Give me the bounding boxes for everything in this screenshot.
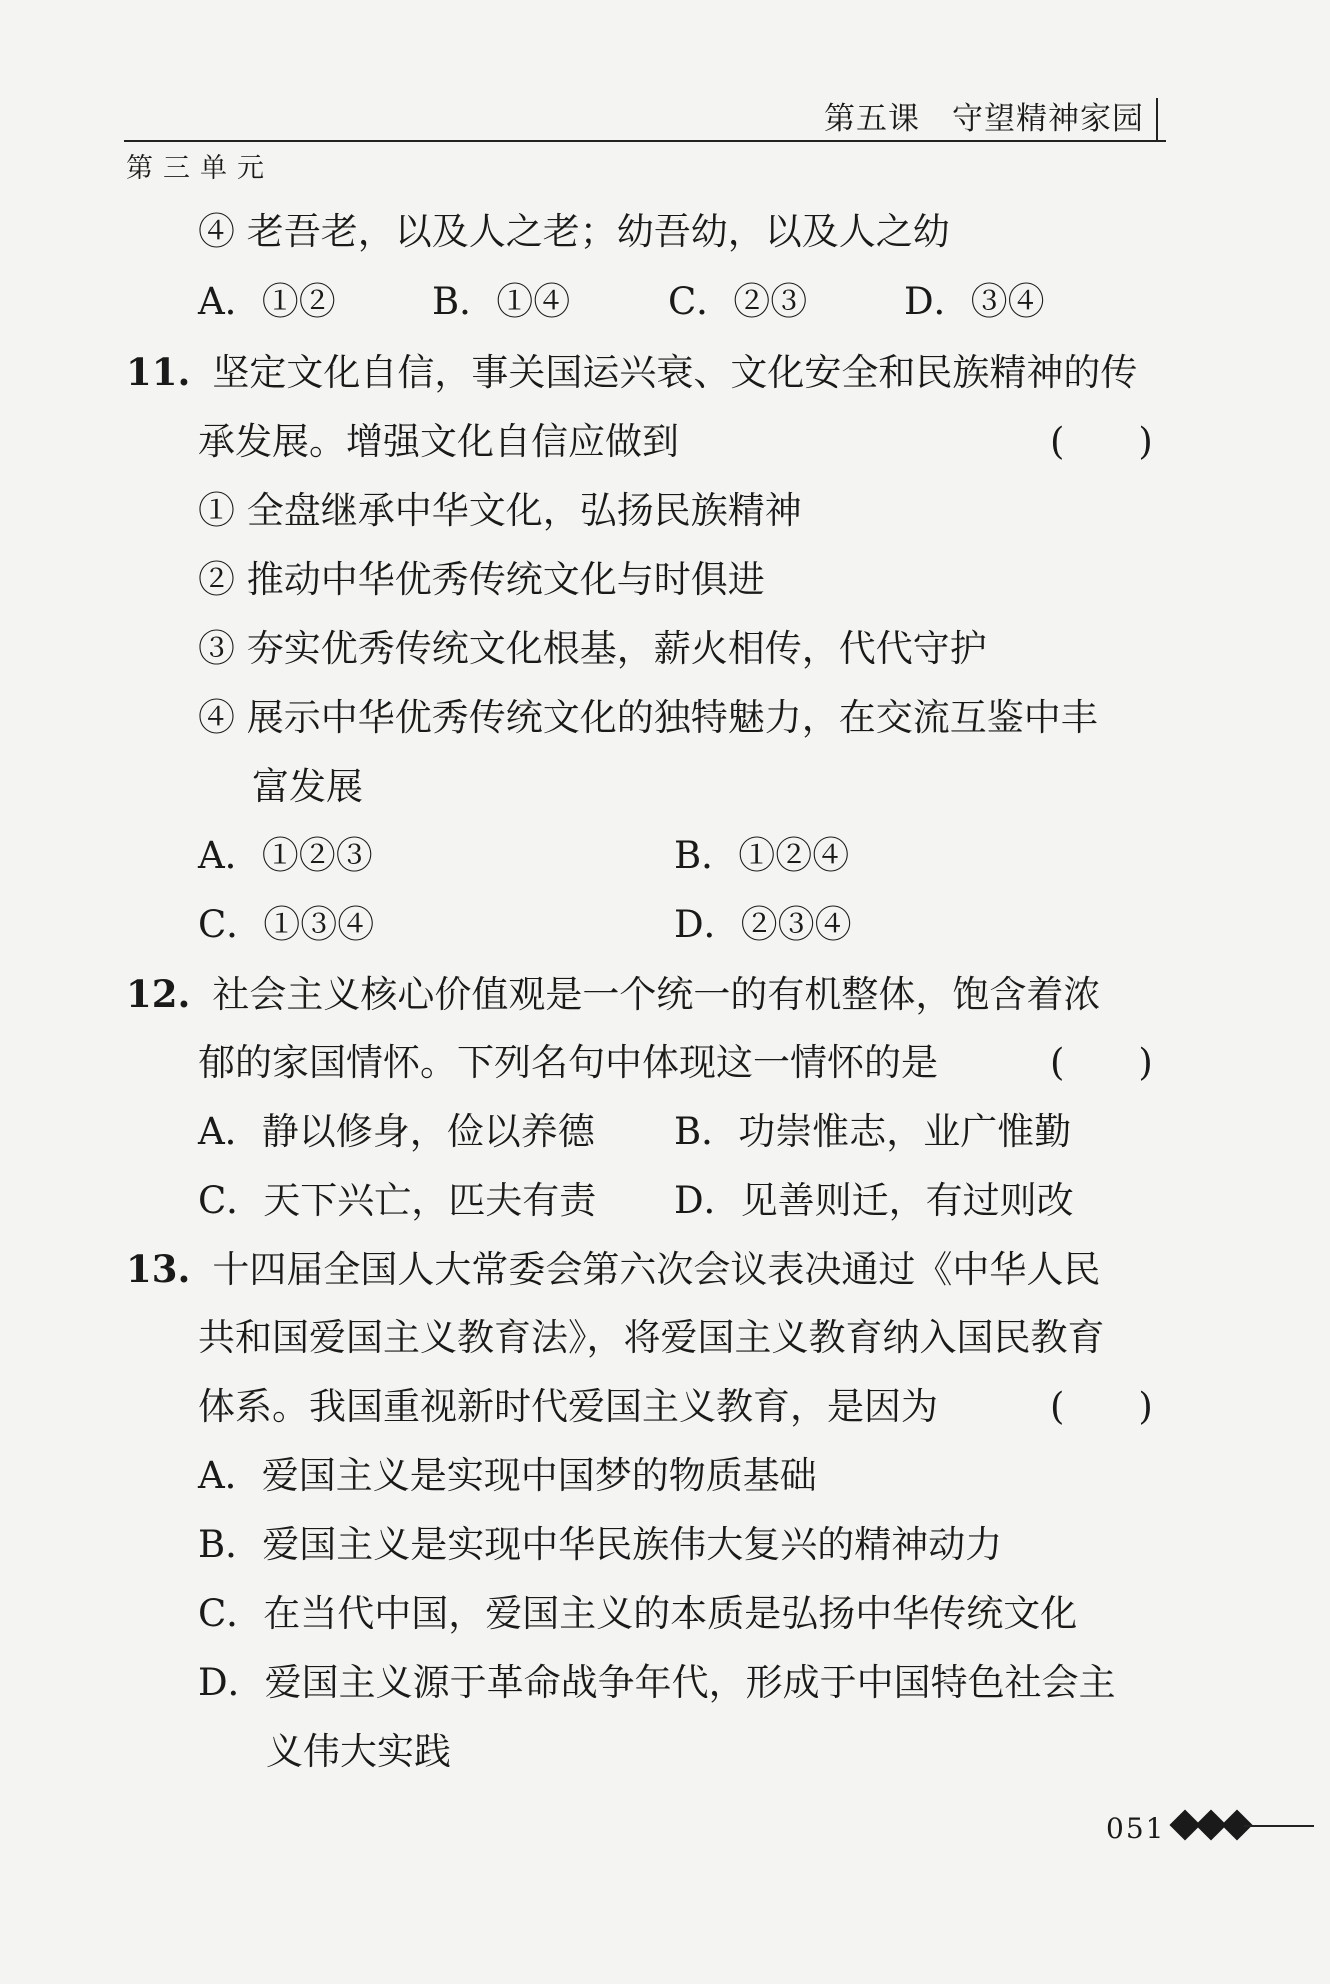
header-rule (124, 140, 1166, 142)
q11-stem-line-2: 承发展。增强文化自信应做到 ( ) (0, 407, 1330, 477)
q13-option-d-cont: 义伟大实践 (266, 1730, 451, 1773)
q11-item-2: ② 推动中华优秀传统文化与时俱进 (198, 558, 765, 601)
q11-number: 11. (126, 350, 191, 394)
q13-option-a: A．爱国主义是实现中国梦的物质基础 (198, 1454, 817, 1497)
q11-item-1: ① 全盘继承中华文化，弘扬民族精神 (198, 489, 802, 532)
q10-item-4: ④ 老吾老，以及人之老；幼吾幼，以及人之幼 (198, 210, 950, 253)
q10-options (0, 267, 1330, 337)
lesson-title: 第五课 守望精神家园 (824, 98, 1158, 140)
q11-stem-line-1: 11. 坚定文化自信，事关国运兴衰、文化安全和民族精神的传 (126, 350, 1138, 394)
q12-options-row-1 (0, 1097, 1330, 1167)
q11-item-3: ③ 夯实优秀传统文化根基，薪火相传，代代守护 (198, 627, 987, 670)
q11-item-4: ④ 展示中华优秀传统文化的独特魅力，在交流互鉴中丰 (198, 696, 1098, 739)
q13-stem-line-2: 共和国爱国主义教育法》，将爱国主义教育纳入国民教育 (198, 1316, 1105, 1359)
q11-option-d: D．②③④ (674, 903, 852, 946)
q10-option-d: D．③④ (904, 280, 1045, 323)
q11-answer-paren: ( ) (1050, 420, 1153, 463)
q12-stem-line-1: 12. 社会主义核心价值观是一个统一的有机整体，饱含着浓 (126, 972, 1101, 1016)
q10-option-a: A．①② (198, 280, 336, 323)
q12-option-b: B．功崇惟志，业广惟勤 (674, 1110, 1072, 1153)
page-ornament (1172, 1808, 1250, 1842)
q12-option-d: D．见善则迁，有过则改 (674, 1179, 1074, 1222)
q10-option-b: B．①④ (432, 280, 571, 323)
q11-option-a: A．①②③ (198, 834, 373, 877)
q11-option-b: B．①②④ (674, 834, 850, 877)
q12-stem-line-2: 郁的家国情怀。下列名句中体现这一情怀的是 ( ) (0, 1028, 1330, 1098)
q12-option-a: A．静以修身，俭以养德 (198, 1110, 595, 1153)
page-number: 051 (1106, 1812, 1166, 1845)
q13-option-c: C．在当代中国，爱国主义的本质是弘扬中华传统文化 (198, 1592, 1078, 1635)
q11-option-c: C．①③④ (198, 903, 375, 946)
q12-options-row-2 (0, 1166, 1330, 1236)
q13-option-b: B．爱国主义是实现中华民族伟大复兴的精神动力 (198, 1523, 1003, 1566)
q13-number: 13. (126, 1247, 191, 1291)
q13-stem-line-1: 13. 十四届全国人大常委会第六次会议表决通过《中华人民 (126, 1247, 1101, 1291)
q12-answer-paren: ( ) (1050, 1041, 1153, 1084)
q12-option-c: C．天下兴亡，匹夫有责 (198, 1179, 597, 1222)
q11-options-row-1 (0, 821, 1330, 891)
q13-option-d: D．爱国主义源于革命战争年代，形成于中国特色社会主 (198, 1661, 1116, 1704)
q13-answer-paren: ( ) (1050, 1385, 1153, 1428)
unit-title: 第三单元 (126, 153, 274, 184)
q11-item-4-cont: 富发展 (252, 765, 363, 808)
q11-options-row-2 (0, 890, 1330, 960)
q13-stem-line-3: 体系。我国重视新时代爱国主义教育，是因为 ( ) (0, 1372, 1330, 1442)
q12-number: 12. (126, 972, 191, 1016)
q10-option-c: C．②③ (668, 280, 808, 323)
footer-rule (1244, 1825, 1314, 1827)
